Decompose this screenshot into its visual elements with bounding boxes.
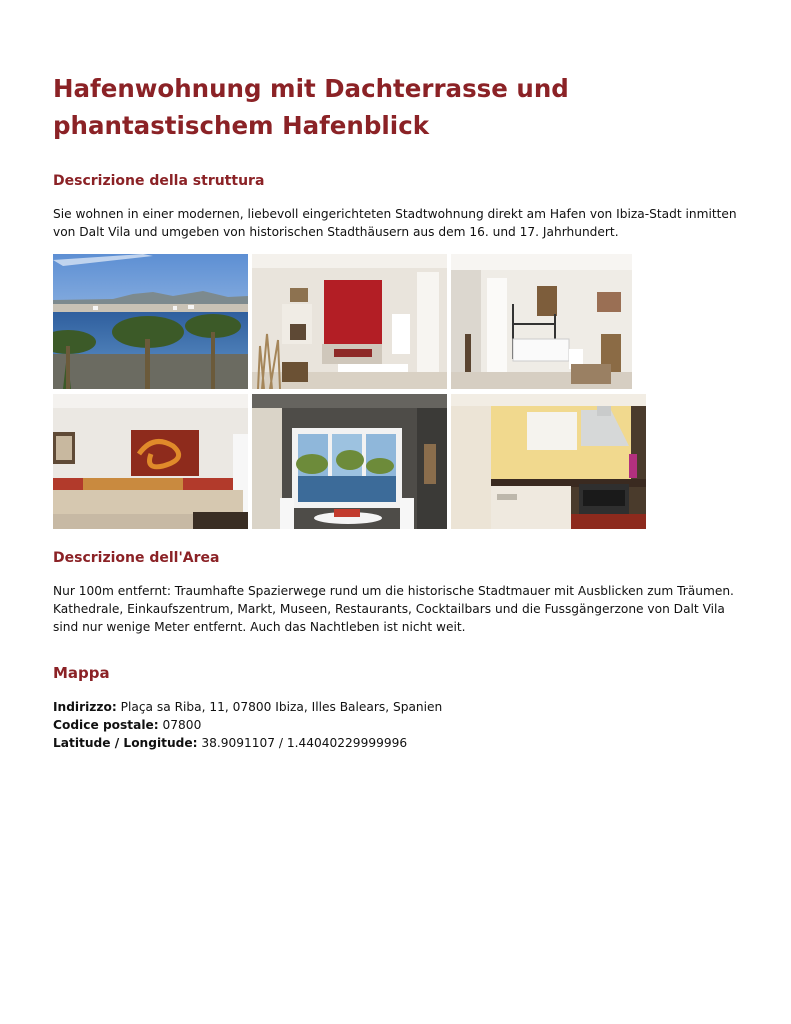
photo-gallery bbox=[53, 254, 653, 529]
page-title: Hafenwohnung mit Dachterrasse und phantastischem Hafenblick bbox=[53, 74, 569, 140]
harbor-view-photo[interactable] bbox=[53, 254, 248, 389]
area-text: Nur 100m entfernt: Traumhafte Spazierwege rund um die historische Stadtmauer mit Ausblicken zum Träumen. Kathedrale, Einkaufszentrum, Markt, Museen, Restaurants, Cocktailbars und die Fussgängerzone von Dalt Vila sind nur wenige Meter entfernt. Auch das Nachtleben ist nicht weit. bbox=[53, 584, 734, 634]
bedroom-sofa-photo[interactable] bbox=[53, 394, 248, 529]
coordinates-value: 38.9091107 / 1.44040229999996 bbox=[201, 736, 408, 750]
address-value: Plaça sa Riba, 11, 07800 Ibiza, Illes Balears, Spanien bbox=[120, 700, 443, 714]
coordinates-row bbox=[53, 734, 442, 752]
location-info bbox=[53, 698, 442, 752]
map-heading: Mappa bbox=[53, 664, 110, 682]
dining-window-photo[interactable] bbox=[252, 394, 447, 529]
postal-code-value: 07800 bbox=[162, 718, 202, 732]
address-label: Indirizzo: bbox=[53, 700, 117, 714]
postal-code-label: Codice postale: bbox=[53, 718, 159, 732]
address-row bbox=[53, 698, 442, 716]
coordinates-label: Latitude / Longitude: bbox=[53, 736, 198, 750]
area-heading: Descrizione dell'Area bbox=[53, 550, 220, 566]
postal-code-row bbox=[53, 716, 442, 734]
bedroom-photo[interactable] bbox=[451, 254, 632, 389]
description-text: Sie wohnen in einer modernen, liebevoll eingerichteten Stadtwohnung direkt am Hafen von Ibiza-Stadt inmitten von Dalt Vila und umgeben von historischen Stadthäusern aus dem 16. und 17. Jahrhundert. bbox=[53, 207, 737, 239]
description-heading: Descrizione della struttura bbox=[53, 173, 265, 189]
kitchen-photo[interactable] bbox=[451, 394, 646, 529]
living-room-photo[interactable] bbox=[252, 254, 447, 389]
